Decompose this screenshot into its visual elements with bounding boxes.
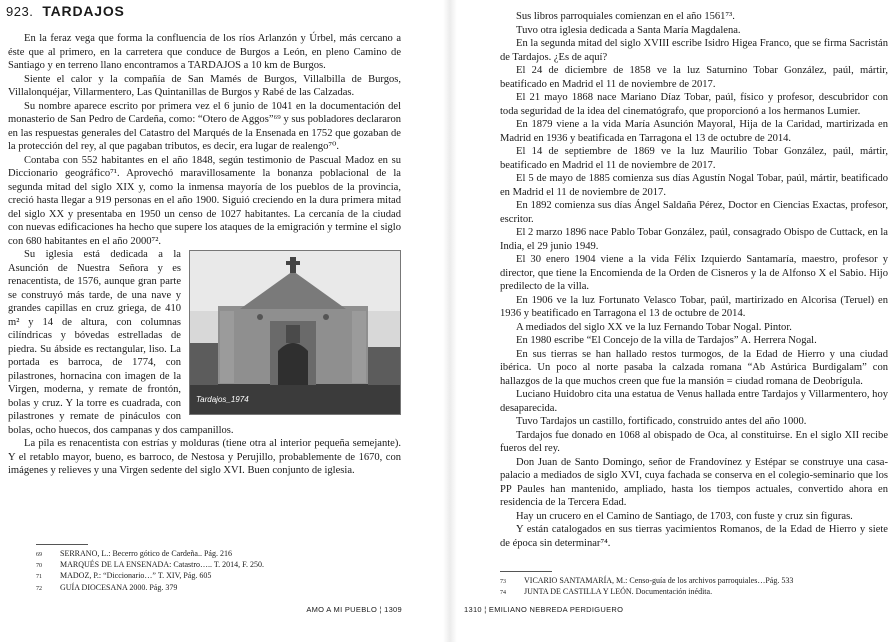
left-page (0, 0, 440, 642)
footnote: 70 MARQUÉS DE LA ENSENADA: Catastro….. T. 2014, F. 250. (36, 560, 264, 570)
footnote: 72 GUÍA DIOCESANA 2000. Pág. 379 (36, 582, 178, 592)
paragraph: Tuvo Tardajos un castillo, fortificado, construido antes del año 1000. (516, 416, 807, 427)
paragraph: El 5 de mayo de 1885 comienza sus días Agustín Nogal Tobar, paúl, mártir, beatificado en Madrid el 11 de noviembre de 2017. (500, 173, 888, 198)
paragraph: Y están catalogados en sus tierras yacimientos Romanos, de la Edad de Hierro y siete de época sin determinar⁷⁴. (500, 524, 888, 549)
paragraph: Su nombre aparece escrito por primera vez el 6 junio de 1041 en la documentación del monasterio de San Pedro de Cardeña, como: “Otero de Aggos”⁶⁹ y sus pobladores declararon en las respuestas generales del Catastro del Marqués de la Ensenada en 1752 que gozaban de la protección del rey, al que pagaban tributos, es decir, era lugar de realengo⁷⁰. (8, 100, 401, 152)
footnote: 69 SERRANO, L.: Becerro gótico de Cardeña.. Pág. 216 (36, 549, 232, 558)
page-gutter (443, 0, 457, 642)
photo-caption: Tardajos_1974 (196, 394, 249, 404)
footnote-rule (36, 544, 88, 545)
footnote: 71 MADOZ, P.: “Diccionario…” T. XIV, Pág. 605 (36, 571, 212, 581)
paragraph: A mediados del siglo XX ve la luz Fernando Tobar Nogal. Pintor. (516, 321, 792, 333)
left-body-text (8, 32, 401, 478)
right-body-text (500, 10, 888, 550)
paragraph: En 1906 ve la luz Fortunato Velasco Tobar, paúl, martirizado en Alcorisa (Teruel) en 1936 y beatificado en Tarragona el 13 de octubre de 2014. (500, 294, 888, 319)
paragraph: El 24 de diciembre de 1858 ve la luz Saturnino Tobar González, paúl, mártir, beatificado en Madrid el 11 de noviembre de 2017. (500, 65, 888, 90)
paragraph: En 1879 viene a la vida María Asunción Mayoral, Hija de la Caridad, martirizada en Madrid en 1936 y beatificada en Tarragona el 13 de octubre de 2014. (500, 119, 888, 144)
paragraph: En 1892 comienza sus días Ángel Saldaña Pérez, Doctor en Ciencias Exactas, profesor, escritor. (500, 200, 888, 225)
footnote: 74 JUNTA DE CASTILLA Y LEÓN. Documentación inédita. (500, 587, 713, 597)
paragraph: Sus libros parroquiales comienzan en el año 1561⁷³. (516, 11, 735, 22)
paragraph: El 2 marzo 1896 nace Pablo Tobar González, paúl, consagrado Obispo de Cuttack, en la India, el 29 junio 1949. (500, 227, 888, 252)
church-photo (189, 250, 401, 415)
paragraph: En sus tierras se han hallado restos turmogos, de la Edad de Hierro y una ciudad ibérica. Un poco al norte pasaba la calzada romana “Ab Astúrica Burdigalam” con hallazgos de la que muchos creen que fue la mansión = ciudad romana de Deobrígula. (500, 348, 888, 387)
paragraph: Hay un crucero en el Camino de Santiago, de 1703, con fuste y cruz sin figuras. (516, 510, 853, 522)
paragraph: El 21 mayo 1868 nace Mariano Díaz Tobar, paúl, físico y profesor, descubridor con toda seguridad de la idea del cinematógrafo, que proporcionó a los hermanos Lumier. (500, 92, 888, 117)
footnote-rule (500, 571, 552, 572)
paragraph: En la segunda mitad del siglo XVIII escribe Isidro Higea Franco, que se firma Sacristán de Tardajos. ¿Es de aquí? (500, 38, 888, 63)
footnote: 73 VICARIO SANTAMARÍA, M.: Censo-guía de los archivos parroquiales…Pág. 533 (500, 576, 794, 585)
paragraph: Tardajos fue donado en 1068 al obispado de Oca, al constituirse. En el siglo XII recibe fueros del rey. (500, 429, 888, 454)
church-illustration (190, 251, 400, 414)
paragraph: Su iglesia está dedicada a la Asunción de Nuestra Señora y es renacentista, de 1576, aunque gran parte se construyó más tarde, de una nave y grandes capillas en cruz griega, de 410 m² y 14 de altura, con columnas cilíndricas y bóvedas estrelladas de piedra. Su ábside es rectangular, liso. La portada es barroca, de 1774, con pilastrones, hornacina con imagen de la Virgen, moderna, y remate de frontón, bolas y cruz. Y la torre es cuadrada, con pilastrones y remate de pináculos con bolas, ocho huecos, dos campanas y dos campanillos. (8, 249, 234, 436)
paragraph: El 14 de septiembre de 1869 ve la luz Maurilio Tobar González, paúl, mártir, beatificado en Madrid el 11 de noviembre de 2017. (500, 146, 888, 171)
left-footnotes (36, 544, 416, 594)
paragraph: Tuvo otra iglesia dedicada a Santa María Magdalena. (516, 24, 741, 36)
paragraph: Luciano Huidobro cita una estatua de Venus hallada entre Tardajos y Villarmentero, hoy desaparecida. (500, 389, 888, 414)
paragraph: La pila es renacentista con estrías y molduras (tiene otra al interior pequeña semejante). Y el retablo mayor, bueno, es barroco, de Nestosa y Perujillo, probablemente de 1670, con imágenes y relieves y una Virgen sedente del siglo XVI. Buen conjunto de iglesia. (8, 438, 401, 476)
running-footer: 1310 ¦ EMILIANO NEBREDA PERDIGUERO (464, 605, 624, 614)
entry-number: 923. (6, 4, 34, 19)
paragraph: En 1980 escribe “El Concejo de la villa de Tardajos” A. Herrera Nogal. (516, 335, 817, 346)
paragraph: Contaba con 552 habitantes en el año 1848, según testimonio de Pascual Madoz en su Diccionario geográfico⁷¹. Aprovechó maravillosamente la bonanza poblacional de la segunda mitad del siglo XIX y, como la inmensa mayoría de los pueblos de la provincia, creció hasta llegar a 919 personas en el año 1900. Siguió creciendo en la dura primera mitad del siglo XX y presentaba en 1950 un censo de 1027 habitantes. La cercanía de la ciudad con nuevas edificaciones ha hecho que supere los ataques de la emigración y termine el siglo con 680 habitantes en el año 2000⁷². (8, 154, 401, 247)
running-footer: AMO A MI PUEBLO ¦ 1309 (306, 605, 402, 614)
right-footnotes (500, 571, 880, 598)
chapter-title: TARDAJOS (42, 3, 125, 19)
paragraph: Don Juan de Santo Domingo, señor de Frandovínez y Estépar se construye una casa-palacio a mediados de siglo XVI, cuya fachada se conserva en el colegio-seminario que los PP Paules han mantenido, ampliado, hasta los tiempos actuales, convertido ahora en residencia de la Tercera Edad. (500, 456, 888, 508)
right-page (460, 0, 888, 642)
paragraph: En la feraz vega que forma la confluencia de los ríos Arlanzón y Úrbel, más cercano a éste que al primero, en la carretera que conduce de Burgos a León, en pleno Camino de Santiago y en terreno llano encontramos a TARDAJOS a 10 km de Burgos. (8, 33, 401, 71)
chapter-header (6, 3, 125, 21)
paragraph: El 30 enero 1904 viene a la vida Félix Izquierdo Santamaría, maestro, profesor y director, que tiene la Encomienda de la Orden de Cisneros y la de Alfonso X el Sabio. Hijo predilecto de la villa. (500, 254, 888, 292)
paragraph: Siente el calor y la compañía de San Mamés de Burgos, Villalbilla de Burgos, Villalonquéjar, Villarmentero, Las Quintanillas de Burgos y Rabé de las Calzadas. (8, 73, 401, 98)
